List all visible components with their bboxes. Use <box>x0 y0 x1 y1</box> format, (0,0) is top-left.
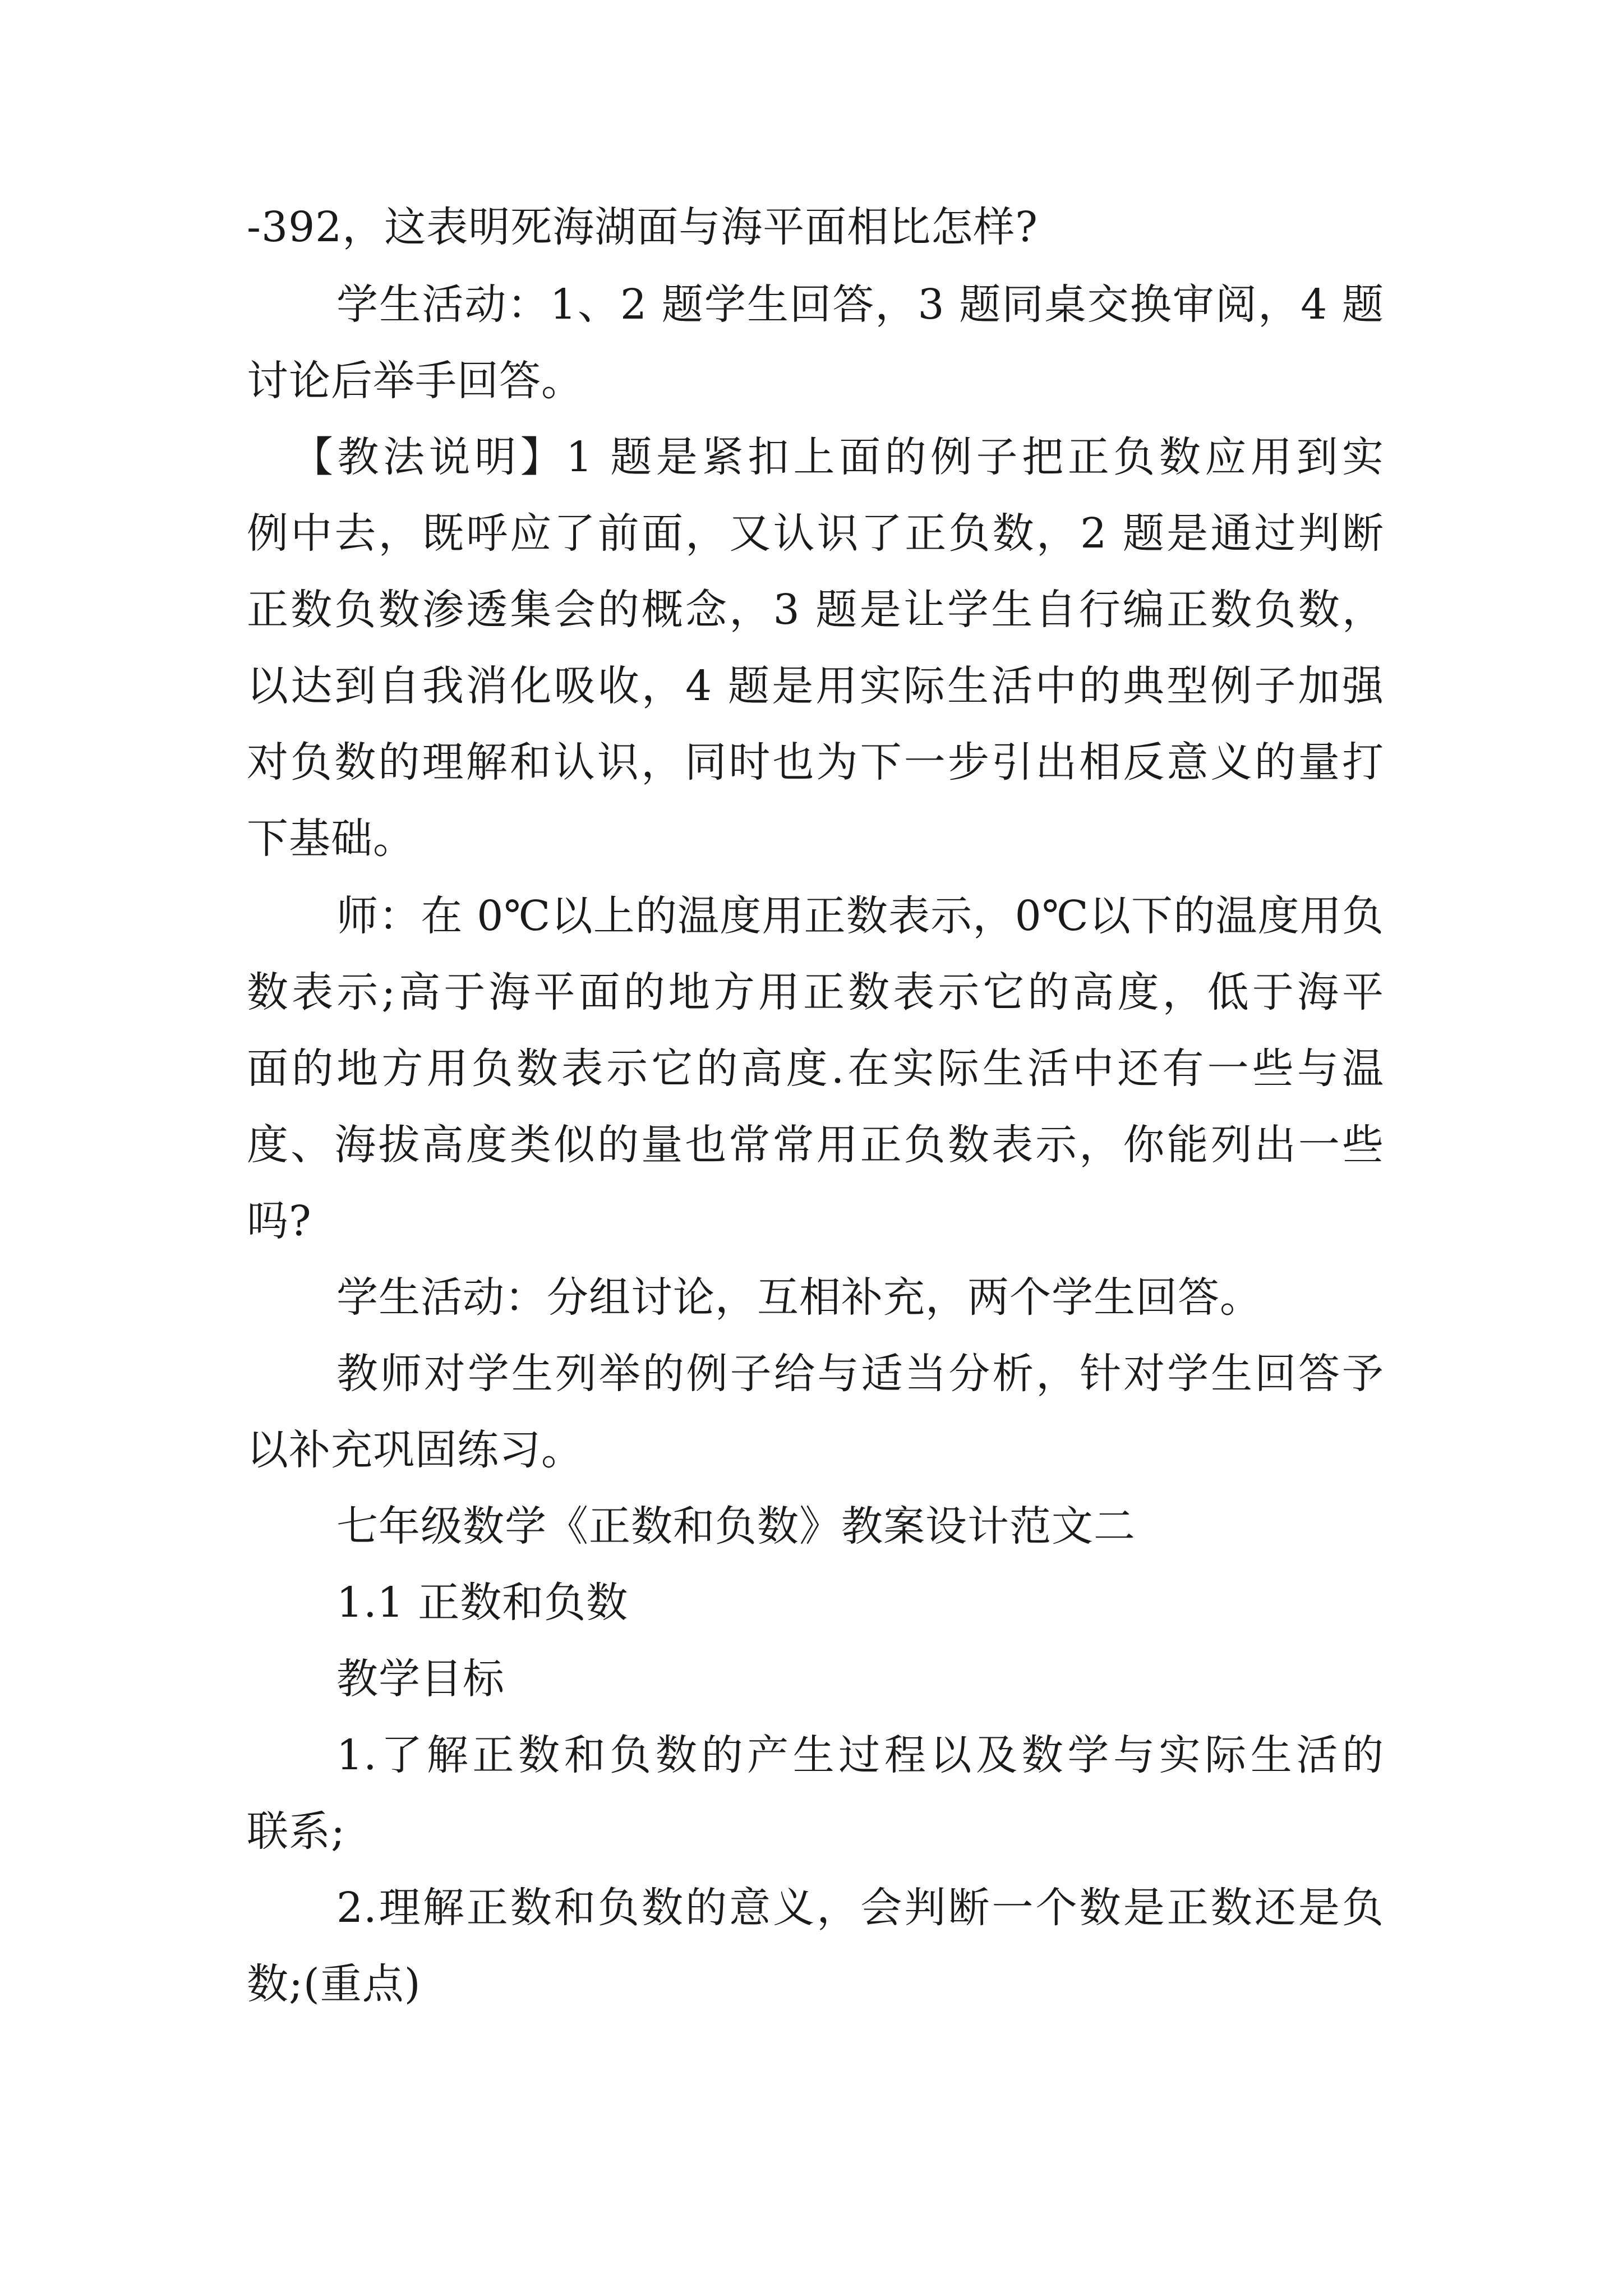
text-line-18: 七年级数学《正数和负数》教案设计范文二 <box>336 1502 1136 1550</box>
text-line-24: 数;(重点) <box>247 1960 421 2008</box>
text-line-3: 讨论后举手回答。 <box>247 357 583 405</box>
text-line-19: 1.1 正数和负数 <box>336 1579 629 1627</box>
text-line-6: 正数负数渗透集会的概念，3 题是让学生自行编正数负数， <box>247 586 1384 634</box>
text-line-16: 教师对学生列举的例子给与适当分析，针对学生回答予 <box>336 1350 1384 1398</box>
text-line-22: 联系; <box>247 1807 345 1856</box>
text-line-5: 例中去，既呼应了前面，又认识了正负数，2 题是通过判断 <box>247 509 1384 558</box>
text-line-21: 1.了解正数和负数的产生过程以及数学与实际生活的 <box>336 1731 1384 1779</box>
text-line-12: 面的地方用负数表示它的高度.在实际生活中还有一些与温 <box>247 1045 1384 1093</box>
text-line-1: -392，这表明死海湖面与海平面相比怎样? <box>247 203 1038 251</box>
text-line-17: 以补充巩固练习。 <box>247 1426 583 1474</box>
text-line-20: 教学目标 <box>336 1655 505 1703</box>
text-line-4: 【教法说明】1 题是紧扣上面的例子把正负数应用到实 <box>292 433 1384 481</box>
text-line-2: 学生活动：1、2 题学生回答，3 题同桌交换审阅，4 题 <box>336 280 1384 329</box>
text-line-9: 下基础。 <box>247 815 415 863</box>
text-line-7: 以达到自我消化吸收，4 题是用实际生活中的典型例子加强 <box>247 662 1384 710</box>
text-line-10: 师：在 0℃以上的温度用正数表示，0℃以下的温度用负 <box>336 892 1384 940</box>
text-line-15: 学生活动：分组讨论，互相补充，两个学生回答。 <box>336 1273 1262 1322</box>
text-line-14: 吗? <box>247 1197 312 1245</box>
text-line-8: 对负数的理解和认识，同时也为下一步引出相反意义的量打 <box>247 738 1384 786</box>
text-line-11: 数表示;高于海平面的地方用正数表示它的高度，低于海平 <box>247 968 1384 1016</box>
text-line-13: 度、海拔高度类似的量也常常用正负数表示，你能列出一些 <box>247 1121 1384 1169</box>
text-line-23: 2.理解正数和负数的意义，会判断一个数是正数还是负 <box>336 1884 1384 1932</box>
